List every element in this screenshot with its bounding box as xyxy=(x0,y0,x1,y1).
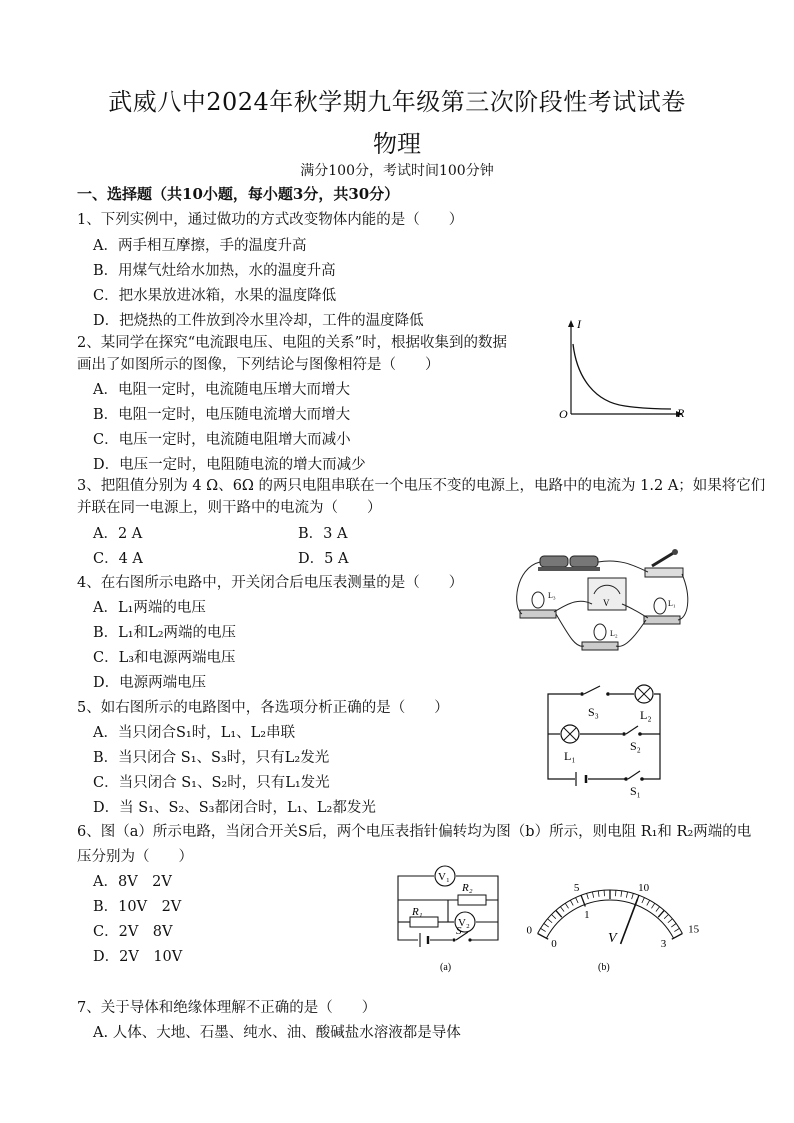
dial-tick xyxy=(576,898,579,903)
svg-text:S: S xyxy=(456,925,462,937)
bulb-l1 xyxy=(644,598,680,624)
q4-option-d: D．电源两端电压 xyxy=(93,675,207,691)
outer-label-10: 10 xyxy=(638,881,650,894)
svg-text:S₂: S₂ xyxy=(630,739,641,753)
svg-text:S₃: S₃ xyxy=(588,705,599,719)
switch-s3 xyxy=(580,686,610,719)
q4-option-b: B．L₁和L₂两端的电压 xyxy=(93,625,237,641)
section-heading: 一、选择题（共10小题，每小题3分，共30分） xyxy=(77,185,400,203)
knife-switch xyxy=(645,549,683,577)
subject-title: 物理 xyxy=(373,130,421,158)
q3-stem-line2: 并联在同一电源上，则干路中的电流为（ ） xyxy=(77,500,382,516)
q1-option-d: D．把烧热的工件放到冷水里冷却，工件的温度降低 xyxy=(93,313,424,329)
q6-stem-line1: 6、图（a）所示电路，当闭合开关S后，两个电压表指针偏转均为图（b）所示，则电阻 R₁和 R₂两端的电 xyxy=(77,824,752,840)
q6-option-d: D．2V 10V xyxy=(93,949,183,965)
meter-symbol: V xyxy=(608,931,617,946)
svg-text:L₁: L₁ xyxy=(668,599,676,608)
exam-title: 武威八中2024年秋学期九年级第三次阶段性考试试卷 xyxy=(108,88,686,116)
inner-label-3: 3 xyxy=(660,937,667,950)
switch-s1 xyxy=(624,771,644,798)
q6-option-a: A．8V 2V xyxy=(93,874,172,890)
meter-needle xyxy=(621,899,638,944)
dial-tick xyxy=(541,928,546,931)
svg-text:R₂: R₂ xyxy=(462,882,473,894)
q4-option-c: C．L₃和电源两端电压 xyxy=(93,650,236,666)
inner-label-0: 0 xyxy=(551,937,557,950)
q5-option-d: D．当 S₁、S₂、S₃都闭合时，L₁、L₂都发光 xyxy=(93,800,376,816)
q5-option-c: C．当只闭合 S₁、S₂时，只有L₁发光 xyxy=(93,775,330,791)
i-r-curve xyxy=(573,344,671,409)
q4-circuit-photo xyxy=(510,548,695,660)
q2-option-b: B．电阻一定时，电压随电流增大而增大 xyxy=(93,407,351,423)
q3-option-c: C．4 A xyxy=(93,551,143,567)
q2-stem-line1: 2、某同学在探究“电流跟电压、电阻的关系”时，根据收集到的数据 xyxy=(77,335,508,351)
q2-stem-line2: 画出了如图所示的图像，下列结论与图像相符是（ ） xyxy=(77,357,440,373)
inner-label-1: 1 xyxy=(584,908,590,921)
q5-circuit-diagram xyxy=(540,682,670,797)
q7-option-a: A. 人体、大地、石墨、纯水、油、酸碱盐水溶液都是导体 xyxy=(93,1025,461,1041)
lamp-l2 xyxy=(635,685,653,722)
switch-s2 xyxy=(622,726,642,753)
svg-text:L₂: L₂ xyxy=(610,629,618,638)
q3-option-b: B．3 A xyxy=(298,526,348,542)
q6-voltmeter-dial xyxy=(520,862,700,977)
dial-tick xyxy=(544,923,549,927)
dial-tick xyxy=(592,892,593,898)
dial-tick xyxy=(664,914,668,918)
q1-stem: 1、下列实例中，通过做功的方式改变物体内能的是（ ） xyxy=(77,212,464,228)
q6-option-c: C．2V 8V xyxy=(93,924,173,940)
x-axis-label: R xyxy=(677,406,685,420)
exam-info: 满分100分，考试时间100分钟 xyxy=(300,163,494,179)
dial-tick xyxy=(651,903,654,908)
outer-label-0: 0 xyxy=(526,924,533,937)
dial-tick xyxy=(672,934,683,940)
dial-tick xyxy=(642,898,645,903)
q1-option-c: C．把水果放进冰箱，水果的温度降低 xyxy=(93,288,337,304)
q5-option-a: A．当只闭合S₁时，L₁、L₂串联 xyxy=(93,725,296,741)
q7-stem: 7、关于导体和绝缘体理解不正确的是（ ） xyxy=(77,1000,377,1016)
y-axis-arrow xyxy=(568,320,574,327)
dial-tick xyxy=(656,907,660,912)
battery-symbol xyxy=(576,772,586,786)
q2-option-c: C．电压一定时，电流随电阻增大而减小 xyxy=(93,432,351,448)
q2-option-a: A．电阻一定时，电流随电压增大而增大 xyxy=(93,382,350,398)
lamp-l1 xyxy=(561,725,579,763)
q5-option-b: B．当只闭合 S₁、S₃时，只有L₂发光 xyxy=(93,750,330,766)
dial-tick xyxy=(552,914,556,918)
bulb-l2 xyxy=(582,624,618,650)
svg-text:V₂: V₂ xyxy=(458,917,470,929)
origin-label: O xyxy=(559,407,568,421)
q6-option-b: B．10V 2V xyxy=(93,899,182,915)
svg-text:L₃: L₃ xyxy=(548,591,556,600)
voltmeter-device xyxy=(588,578,626,610)
resistor-r2 xyxy=(458,882,486,905)
figure-a-caption: (a) xyxy=(440,962,452,973)
dial-tick xyxy=(587,893,589,899)
dial-tick xyxy=(647,900,650,905)
q3-option-a: A．2 A xyxy=(93,526,143,542)
dial-tick xyxy=(598,891,599,897)
q2-graph xyxy=(555,318,695,428)
q4-stem: 4、在右图所示电路中，开关闭合后电压表测量的是（ ） xyxy=(77,575,464,591)
dial-tick xyxy=(565,903,568,908)
bulb-l3 xyxy=(520,591,556,618)
y-axis-label: I xyxy=(577,317,581,331)
dial-tick xyxy=(538,934,549,940)
svg-text:V₁: V₁ xyxy=(438,871,450,883)
battery-pack xyxy=(538,556,600,571)
dial-tick xyxy=(621,891,622,897)
q6-stem-line2: 压分别为（ ） xyxy=(77,849,193,865)
resistor-r1 xyxy=(410,906,438,927)
svg-text:S₁: S₁ xyxy=(630,784,641,798)
dial-tick xyxy=(556,910,562,917)
voltmeter-label: V xyxy=(603,598,610,608)
dial-tick xyxy=(560,907,564,912)
dial-tick xyxy=(674,928,679,931)
q5-stem: 5、如右图所示的电路图中，各选项分析正确的是（ ） xyxy=(77,700,449,716)
q2-option-d: D．电压一定时，电阻随电流的增大而减少 xyxy=(93,457,366,473)
outer-label-15: 15 xyxy=(688,923,700,936)
dial-tick xyxy=(626,892,627,898)
q6a-battery xyxy=(420,933,428,947)
q4-option-a: A．L₁两端的电压 xyxy=(93,600,206,616)
q3-option-d: D．5 A xyxy=(298,551,349,567)
dial-tick xyxy=(658,910,664,917)
q1-option-a: A．两手相互摩擦，手的温度升高 xyxy=(93,238,307,254)
svg-text:R₁: R₁ xyxy=(412,906,423,918)
voltmeter-v1 xyxy=(435,866,455,886)
q1-option-b: B．用煤气灶给水加热，水的温度升高 xyxy=(93,263,336,279)
q6-circuit-a xyxy=(390,862,510,977)
outer-label-5: 5 xyxy=(573,881,580,894)
q3-stem-line1: 3、把阻值分别为 4 Ω、6Ω 的两只电阻串联在一个电压不变的电源上，电路中的电流为 1.2 A；如果将它们 xyxy=(77,478,766,494)
svg-text:L₁: L₁ xyxy=(564,749,576,763)
figure-b-caption: (b) xyxy=(598,962,610,973)
svg-text:L₂: L₂ xyxy=(640,708,652,722)
dial-tick xyxy=(548,919,553,923)
dial-tick xyxy=(570,900,573,905)
dial-tick xyxy=(668,919,673,923)
dial-tick xyxy=(671,923,676,927)
dial-tick xyxy=(632,893,634,899)
